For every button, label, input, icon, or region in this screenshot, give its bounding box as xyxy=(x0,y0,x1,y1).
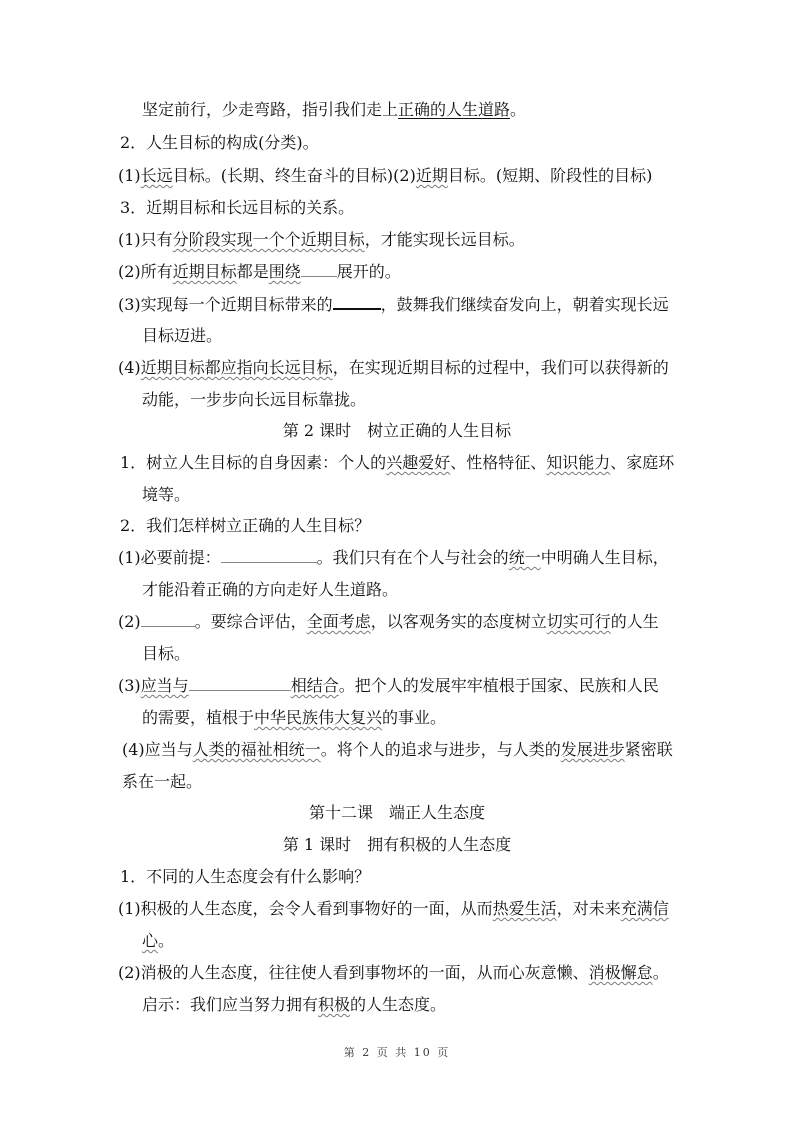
text: 、性格特征、 xyxy=(450,453,547,472)
text: 、家庭环 xyxy=(610,453,675,472)
paragraph-line xyxy=(118,166,652,186)
section-heading: 2．我们怎样树立正确的人生目标？ xyxy=(120,516,371,535)
lesson-heading: 第十二课 端正人生态度 xyxy=(308,803,485,822)
text: 展开的。 xyxy=(336,262,401,281)
paragraph-line xyxy=(120,453,674,473)
paragraph-line: 系在一起。 xyxy=(122,772,203,791)
paragraph-line xyxy=(118,358,669,378)
underlined-term: 知识能力 xyxy=(546,453,611,472)
paragraph-line xyxy=(142,995,446,1015)
underlined-term: 热爱生活 xyxy=(492,899,557,918)
underlined-term: 充满信 xyxy=(620,899,669,918)
text: ，在实现近期目标的过程中，我们可以获得新的 xyxy=(332,358,669,377)
text: ，对未来 xyxy=(556,899,621,918)
text: (2)消极的人生态度，往往使人看到事物坏的一面，从而心灰意懒、 xyxy=(118,963,589,982)
text: 启示：我们应当努力拥有 xyxy=(142,995,319,1014)
text: (1) xyxy=(118,166,141,185)
text: 中明确人生目标， xyxy=(540,548,669,567)
text: 。 xyxy=(510,100,527,119)
text: 。将个人的追求与进步，与人类的 xyxy=(320,740,561,759)
fill-blank xyxy=(333,294,381,310)
paragraph-line: 动能，一步步向长远目标靠拢。 xyxy=(142,390,367,409)
underlined-term: 全面考虑 xyxy=(306,612,371,631)
text: 1．树立人生目标的自身因素：个人的 xyxy=(120,453,387,472)
underlined-term: 积极 xyxy=(318,995,351,1014)
lesson-heading: 第 1 课时 拥有积极的人生态度 xyxy=(282,835,512,854)
paragraph-line: 境等。 xyxy=(142,485,191,504)
underlined-term: 应当与 xyxy=(140,676,189,695)
text: 的事业。 xyxy=(382,708,447,727)
underlined-term: 相结合 xyxy=(290,676,339,695)
page-footer: 第 2 页 共 10 页 xyxy=(343,1046,451,1059)
fill-blank xyxy=(189,676,291,691)
paragraph-line xyxy=(118,262,401,282)
paragraph-line xyxy=(118,230,525,250)
text: 。 xyxy=(158,931,175,950)
text: 。把个人的发展牢牢植根于国家、民族和人民 xyxy=(338,676,659,695)
text: (2) xyxy=(118,612,141,631)
text: (3) xyxy=(118,676,141,695)
paragraph-line xyxy=(118,612,659,632)
text: ，鼓舞我们继续奋发向上，朝着实现长远 xyxy=(380,295,669,314)
underlined-term: 心 xyxy=(142,931,159,950)
text: 。要综合评估， xyxy=(194,612,307,631)
underlined-term: 中华民族伟大复兴 xyxy=(254,708,383,727)
text: ，以客观务实的态度树立 xyxy=(370,612,547,631)
text: (1)只有 xyxy=(118,230,173,249)
underlined-term: 围绕 xyxy=(268,262,301,281)
text: 都是 xyxy=(236,262,269,281)
paragraph-line xyxy=(118,899,669,919)
fill-blank xyxy=(221,548,317,563)
section-heading: 1．不同的人生态度会有什么影响？ xyxy=(120,867,371,886)
paragraph-line xyxy=(118,676,659,696)
text: 坚定前行，少走弯路，指引我们走上 xyxy=(142,100,399,119)
underlined-term: 消极懈怠 xyxy=(588,963,653,982)
section-heading: 3．近期目标和长远目标的关系。 xyxy=(120,198,355,217)
underlined-term: 分阶段实现一个个近期目标 xyxy=(172,230,365,249)
text: (3)实现每一个近期目标带来的 xyxy=(118,295,333,314)
paragraph-line xyxy=(142,100,526,120)
underlined-term: 长远 xyxy=(140,166,173,185)
paragraph-line xyxy=(142,931,174,951)
fill-blank xyxy=(141,612,195,627)
underlined-term: 近期 xyxy=(415,166,448,185)
text: ，才能实现长远目标。 xyxy=(364,230,525,249)
paragraph-line xyxy=(142,708,446,728)
fill-blank xyxy=(301,262,337,277)
text: 目标。(短期、阶段性的目标) xyxy=(447,166,653,185)
underlined-term: 发展进步 xyxy=(560,740,625,759)
text: 。我们只有在个人与社会的 xyxy=(316,548,509,567)
underlined-term: 人类的福祉相统一 xyxy=(192,740,321,759)
section-heading: 2．人生目标的构成(分类)。 xyxy=(120,133,319,152)
paragraph-line: 目标迈进。 xyxy=(142,326,223,345)
text: (2)所有 xyxy=(118,262,173,281)
text: 。 xyxy=(652,963,669,982)
text: (1)积极的人生态度，会令人看到事物好的一面，从而 xyxy=(118,899,493,918)
paragraph-line: 才能沿着正确的方向走好人生道路。 xyxy=(142,580,399,599)
text: 的人生 xyxy=(610,612,659,631)
paragraph-line: 目标。 xyxy=(142,644,191,663)
underlined-term: 兴趣爱好 xyxy=(386,453,451,472)
text: 紧密联 xyxy=(624,740,673,759)
underlined-term: 近期目标 xyxy=(172,262,237,281)
underlined-term: 统一 xyxy=(508,548,541,567)
text: (4)应当与 xyxy=(122,740,193,759)
paragraph-line xyxy=(118,548,669,568)
underlined-term: 近期目标都应指向长远目标 xyxy=(140,358,333,377)
paragraph-line xyxy=(118,294,669,315)
text: (1)必要前提： xyxy=(118,548,221,567)
text: (4) xyxy=(118,358,141,377)
underlined-term: 正确的人生道路 xyxy=(398,100,511,119)
underlined-term: 切实可行 xyxy=(546,612,611,631)
lesson-heading: 第 2 课时 树立正确的人生目标 xyxy=(282,421,512,440)
text: 目标。(长期、终生奋斗的目标)(2) xyxy=(172,166,416,185)
paragraph-line xyxy=(118,963,669,983)
paragraph-line xyxy=(122,740,673,760)
text: 的需要，植根于 xyxy=(142,708,255,727)
text: 的人生态度。 xyxy=(350,995,447,1014)
